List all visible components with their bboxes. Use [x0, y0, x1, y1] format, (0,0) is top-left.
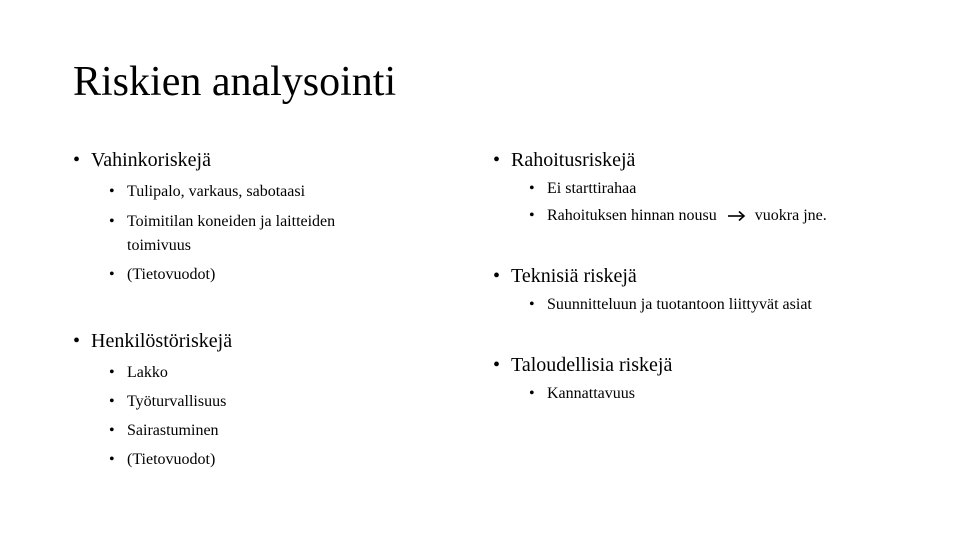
- left-group-2-item-1: • Lakko: [109, 364, 168, 381]
- left-group-2-heading: • Henkilöstöriskejä: [73, 330, 233, 352]
- bullet-icon: •: [109, 183, 115, 200]
- bullet-icon: •: [529, 296, 535, 313]
- right-group-1-item-2: • Rahoituksen hinnan nousu vuokra jne.: [529, 207, 827, 224]
- arrow-right-icon: [727, 210, 747, 222]
- bullet-icon: •: [109, 393, 115, 410]
- bullet-icon: •: [73, 149, 81, 171]
- right-group-2-item-1: • Suunnitteluun ja tuotantoon liittyvät asiat: [529, 296, 812, 313]
- left-group-1-item-2: • Toimitilan koneiden ja laitteiden: [109, 213, 336, 230]
- bullet-icon: •: [109, 213, 115, 230]
- bullet-icon: •: [493, 149, 501, 171]
- bullet-icon: •: [493, 265, 501, 287]
- right-group-3-heading: • Taloudellisia riskejä: [493, 354, 673, 376]
- bullet-icon: •: [109, 422, 115, 439]
- left-group-2-item-3: • Sairastuminen: [109, 422, 219, 439]
- left-group-1-item-3: • (Tietovuodot): [109, 266, 216, 283]
- right-group-2-heading: • Teknisiä riskejä: [493, 265, 637, 287]
- left-group-2-item-4: • (Tietovuodot): [109, 451, 216, 468]
- bullet-icon: •: [493, 354, 501, 376]
- left-group-1-heading: • Vahinkoriskejä: [73, 149, 211, 171]
- right-group-1-heading: • Rahoitusriskejä: [493, 149, 636, 171]
- right-group-1-item-1: • Ei starttirahaa: [529, 180, 637, 197]
- bullet-icon: •: [73, 330, 81, 352]
- left-group-2-item-2: • Työturvallisuus: [109, 393, 227, 410]
- bullet-icon: •: [529, 385, 535, 402]
- bullet-icon: •: [109, 266, 115, 283]
- bullet-icon: •: [529, 180, 535, 197]
- slide-title: Riskien analysointi: [73, 59, 397, 105]
- left-group-1-item-1: • Tulipalo, varkaus, sabotaasi: [109, 183, 306, 200]
- bullet-icon: •: [109, 364, 115, 381]
- bullet-icon: •: [529, 207, 535, 224]
- right-group-3-item-1: • Kannattavuus: [529, 385, 635, 402]
- bullet-icon: •: [109, 451, 115, 468]
- left-group-1-item-2-continuation: toimivuus: [127, 237, 192, 254]
